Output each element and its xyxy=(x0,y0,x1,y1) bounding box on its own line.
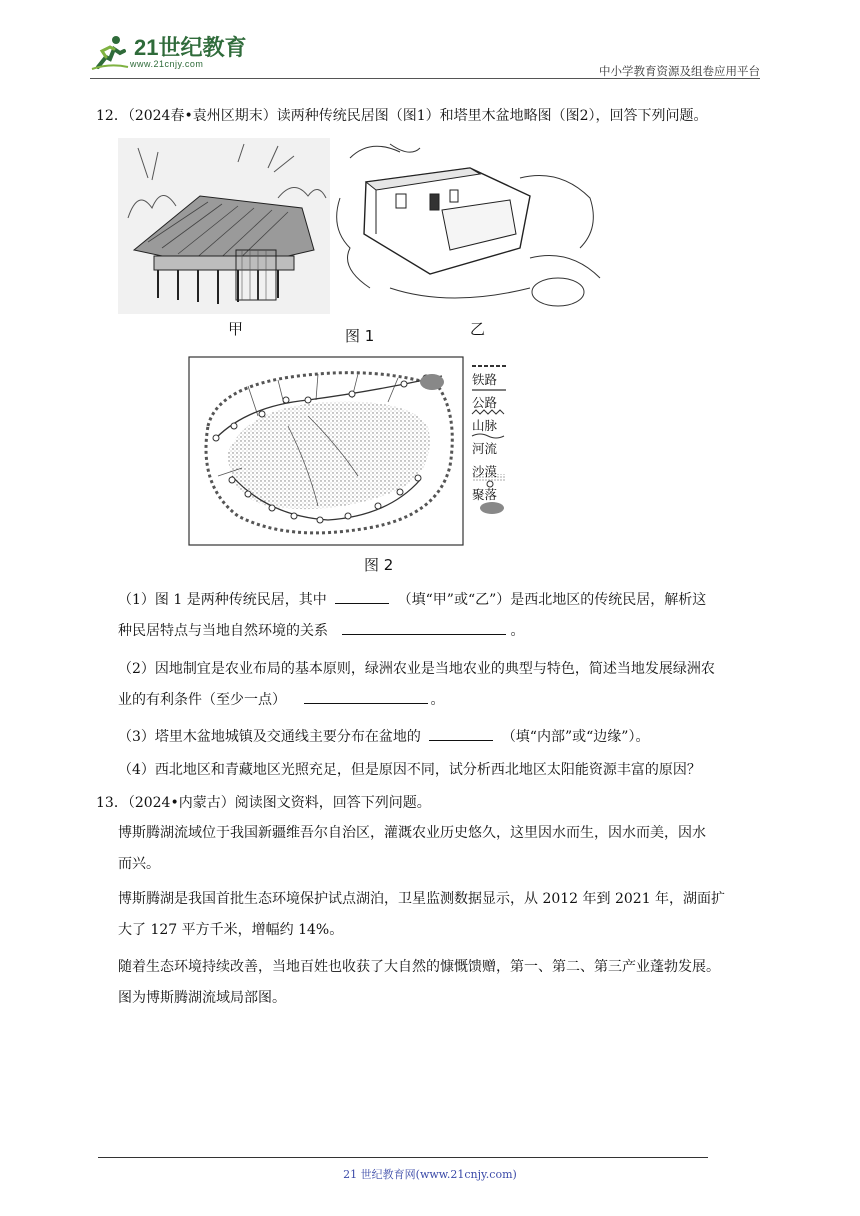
map-legend xyxy=(470,362,510,520)
page-header xyxy=(90,30,760,80)
question-12-title: 12．（2024春•袁州区期末）读两种传统民居图（图1）和塔里木盆地略图（图2），回答下列问题。 xyxy=(96,108,708,124)
running-person-icon xyxy=(90,33,130,73)
site-logo xyxy=(90,30,246,76)
q12-part3-text-a: （3）塔里木盆地城镇及交通线主要分布在盆地的 xyxy=(118,729,421,745)
q12-part4: （4）西北地区和青藏地区光照充足，但是原因不同，试分析西北地区太阳能资源丰富的原因？ xyxy=(118,762,701,778)
q12-part2 xyxy=(118,654,768,716)
footer-divider xyxy=(98,1157,708,1158)
legend-highway: 公路 xyxy=(472,395,498,410)
stilt-house-illustration xyxy=(118,138,330,314)
q13-para2-line2: 大了 127 平方千米，增幅约 14%。 xyxy=(118,922,344,938)
q12-part2-text-c: 。 xyxy=(430,692,445,708)
answer-blank-4[interactable] xyxy=(429,725,493,741)
q13-paragraph-2 xyxy=(118,884,768,946)
figure-2-caption: 图 2 xyxy=(364,556,394,574)
q12-part1 xyxy=(118,585,768,647)
figure-1-label-jia: 甲 xyxy=(228,320,244,338)
footer-link[interactable]: 21 世纪教育网(www.21cnjy.com) xyxy=(343,1168,517,1181)
flat-roof-house-illustration xyxy=(330,138,605,314)
q13-para3-line1: 随着生态环境持续改善，当地百姓也收获了大自然的慷慨馈赠，第一、第二、第三产业蓬勃发展。 xyxy=(118,959,720,975)
header-divider xyxy=(90,78,760,79)
q13-para1-line2: 而兴。 xyxy=(118,856,160,872)
q13-para2-line1: 博斯腾湖是我国首批生态环境保护试点湖泊，卫星监测数据显示，从 2012 年到 2021 年，湖面扩 xyxy=(118,891,726,907)
q12-part3 xyxy=(118,722,768,753)
answer-blank-2[interactable] xyxy=(342,619,506,635)
q13-paragraph-1 xyxy=(118,818,768,880)
question-13-title: 13．（2024•内蒙古）阅读图文资料，回答下列问题。 xyxy=(96,795,431,811)
legend-labels xyxy=(472,368,497,506)
q13-para3-line2: 图为博斯腾湖流域局部图。 xyxy=(118,990,286,1006)
logo-url-text: www.21cnjy.com xyxy=(130,59,204,69)
figure-1-caption: 图 1 xyxy=(345,327,375,345)
logo-main-text: 21世纪教育 xyxy=(134,35,247,60)
q12-part3-text-b: （填“内部”或“边缘”）。 xyxy=(501,729,650,745)
legend-desert: 沙漠 xyxy=(472,464,498,479)
tarim-basin-map xyxy=(188,356,464,546)
q13-paragraph-3 xyxy=(118,952,768,1014)
platform-title: 中小学教育资源及组卷应用平台 xyxy=(599,64,760,78)
legend-river: 河流 xyxy=(472,441,498,456)
legend-mountain: 山脉 xyxy=(472,418,498,433)
q13-para1-line1: 博斯腾湖流域位于我国新疆维吾尔自治区，灌溉农业历史悠久，这里因水而生，因水而美，因水 xyxy=(118,825,706,841)
figure-1-label-yi: 乙 xyxy=(470,320,486,338)
legend-railway: 铁路 xyxy=(472,372,498,387)
q12-part2-text-a: （2）因地制宜是农业布局的基本原则，绿洲农业是当地农业的典型与特色，简述当地发展绿洲农 xyxy=(118,661,715,677)
q12-part1-text-a: （1）图 1 是两种传统民居，其中 xyxy=(118,592,327,608)
answer-blank-3[interactable] xyxy=(304,688,428,704)
q12-part2-text-b: 业的有利条件（至少一点） xyxy=(118,692,286,708)
q12-part1-text-d: 。 xyxy=(510,623,525,639)
legend-settlement: 聚落 xyxy=(472,487,498,502)
q12-part1-text-c: 种民居特点与当地自然环境的关系 xyxy=(118,623,328,639)
q12-part1-text-b: （填“甲”或“乙”）是西北地区的传统民居，解析这 xyxy=(397,592,707,608)
answer-blank-1[interactable] xyxy=(335,588,389,604)
